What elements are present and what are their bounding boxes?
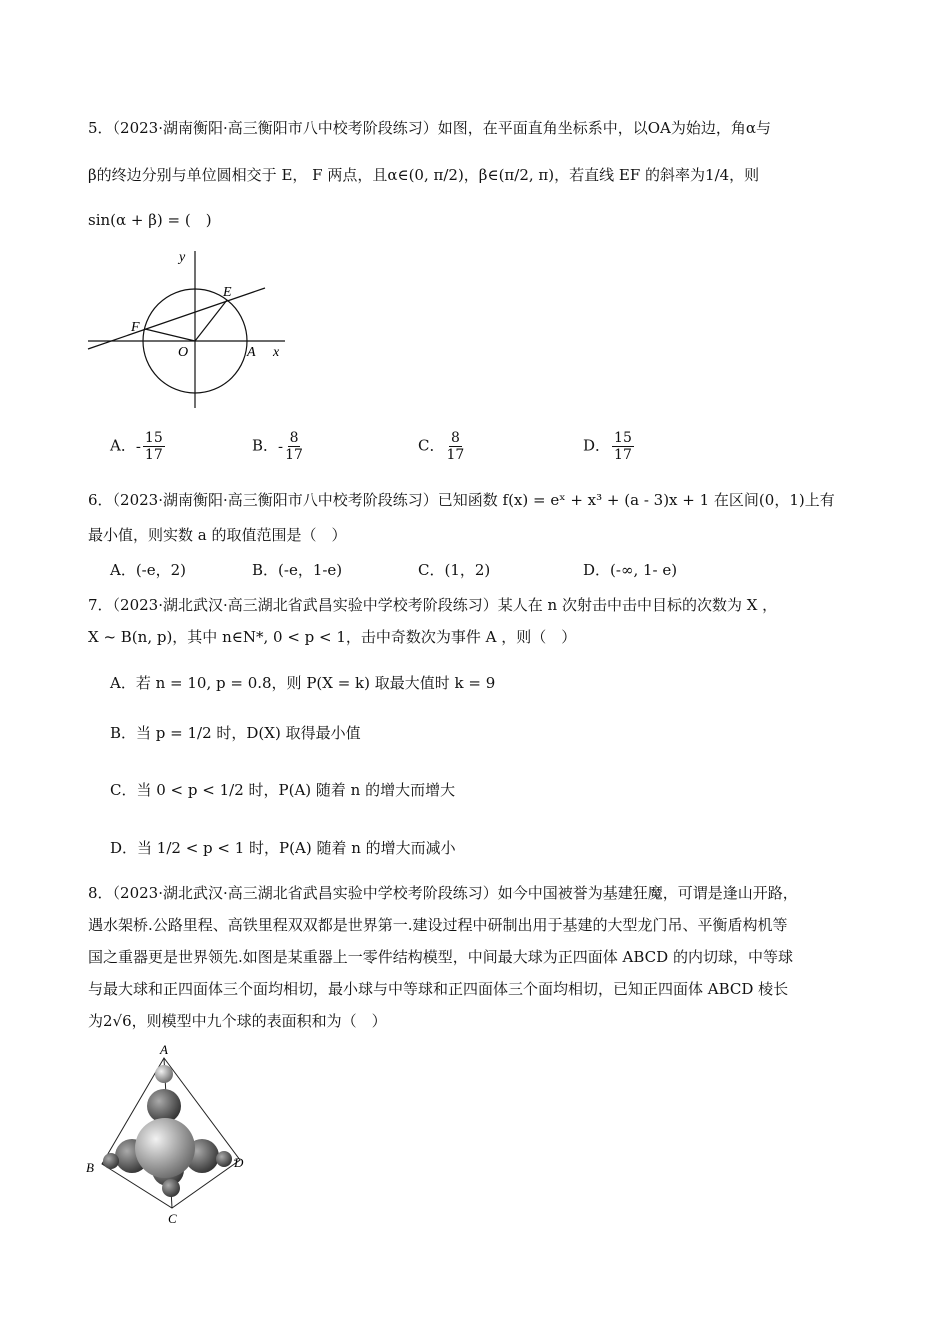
- q8-stem-line3: 国之重器更是世界领先.如图是某重器上一零件结构模型，中间最大球为正四面体 ABCD 的内切球，中等球: [88, 948, 793, 966]
- numerator: 15: [144, 430, 163, 446]
- numerator: 15: [614, 430, 632, 446]
- segment-of: [145, 329, 195, 341]
- option-fraction: [143, 430, 165, 463]
- label-o: O: [178, 345, 189, 360]
- q7-option-d[interactable]: D．当 1/2 < p < 1 时，P(A) 随着 n 的增大而减小: [110, 839, 456, 857]
- option-sign: -: [278, 437, 284, 456]
- label-y: y: [179, 250, 186, 265]
- q7-stem-line2: X ~ B(n, p)，其中 n∈N*, 0 < p < 1，击中奇数次为事件 A ，则（ ）: [88, 628, 577, 646]
- small-sphere-top: [155, 1065, 173, 1083]
- q7-stem-line1: 7．（2023·湖北武汉·高三湖北省武昌实验中学校考阶段练习）某人在 n 次射击中击中目标的次数为 X ，: [88, 596, 778, 614]
- q5-option-a[interactable]: [110, 430, 167, 463]
- option-label: D．: [583, 436, 611, 455]
- label-e: E: [223, 285, 232, 300]
- medium-sphere-top: [147, 1089, 181, 1123]
- q8-tetrahedron-figure: [80, 1040, 260, 1230]
- q8-stem-line1: 8．（2023·湖北武汉·高三湖北省武昌实验中学校考阶段练习）如今中国被誉为基建狂魔，可谓是逢山开路，: [88, 884, 798, 902]
- q6-option-a[interactable]: A．(-e，2): [110, 561, 187, 579]
- line-ef: [88, 288, 265, 349]
- small-sphere-right: [216, 1151, 232, 1167]
- option-sign: -: [135, 437, 141, 456]
- label-b: B: [86, 1160, 94, 1175]
- q6-option-b[interactable]: B．(-e，1-e): [252, 561, 343, 579]
- q5-unit-circle-figure: [85, 243, 295, 413]
- denominator: 17: [614, 447, 632, 463]
- option-label: C．: [418, 436, 445, 455]
- option-fraction: [612, 430, 634, 463]
- denominator: 17: [285, 447, 303, 463]
- option-label: A．: [110, 436, 136, 455]
- q6-stem-line2: 最小值，则实数 a 的取值范围是（ ）: [88, 526, 347, 544]
- label-c: C: [168, 1211, 177, 1226]
- q8-stem-line4: 与最大球和正四面体三个面均相切，最小球与中等球和正四面体三个面均相切，已知正四面体 ABCD 棱长: [88, 980, 789, 998]
- denominator: 17: [446, 447, 465, 463]
- label-a: A: [160, 1042, 168, 1057]
- label-d: D: [234, 1155, 244, 1170]
- q5-stem-line3: sin(α + β) = ( ): [88, 211, 212, 229]
- q5-stem-line2: β的终边分别与单位圆相交于 E， F 两点，且α∈(0, π/2)，β∈(π/2, π)，若直线 EF 的斜率为1/4，则: [88, 166, 760, 184]
- q6-stem-line1: 6．（2023·湖南衡阳·高三衡阳市八中校考阶段练习）已知函数 f(x) = eˣ + x³ + (a - 3)x + 1 在区间(0，1)上有: [88, 491, 835, 509]
- q5-option-d[interactable]: [583, 430, 636, 463]
- option-fraction: [285, 430, 303, 463]
- largest-sphere: [135, 1118, 195, 1178]
- option-fraction: [446, 430, 464, 463]
- numerator: 8: [450, 430, 460, 446]
- q6-option-d[interactable]: D．(-∞, 1- e): [583, 561, 678, 579]
- denominator: 17: [144, 447, 163, 463]
- label-a: A: [247, 345, 256, 360]
- small-sphere-front: [162, 1179, 180, 1197]
- q5-stem-line1: 5．（2023·湖南衡阳·高三衡阳市八中校考阶段练习）如图，在平面直角坐标系中，以OA为始边，角α与: [88, 119, 772, 137]
- q5-option-c[interactable]: [418, 430, 466, 463]
- label-f: F: [131, 320, 140, 335]
- q6-option-c[interactable]: C．(1，2): [418, 561, 491, 579]
- small-sphere-left: [103, 1153, 119, 1169]
- label-x: x: [273, 345, 280, 360]
- q7-option-b[interactable]: B．当 p = 1/2 时，D(X) 取得最小值: [110, 724, 361, 742]
- q8-stem-line2: 遇水架桥.公路里程、高铁里程双双都是世界第一.建设过程中研制出用于基建的大型龙门吊、平衡盾构机等: [88, 916, 788, 934]
- option-label: B．: [252, 436, 279, 455]
- numerator: 8: [289, 430, 299, 446]
- q5-option-b[interactable]: [252, 430, 305, 463]
- q8-stem-line5: 为2√6，则模型中九个球的表面积和为（ ）: [88, 1012, 387, 1030]
- q7-option-a[interactable]: A．若 n = 10, p = 0.8，则 P(X = k) 取最大值时 k = 9: [110, 674, 496, 692]
- q7-option-c[interactable]: C．当 0 < p < 1/2 时，P(A) 随着 n 的增大而增大: [110, 781, 456, 799]
